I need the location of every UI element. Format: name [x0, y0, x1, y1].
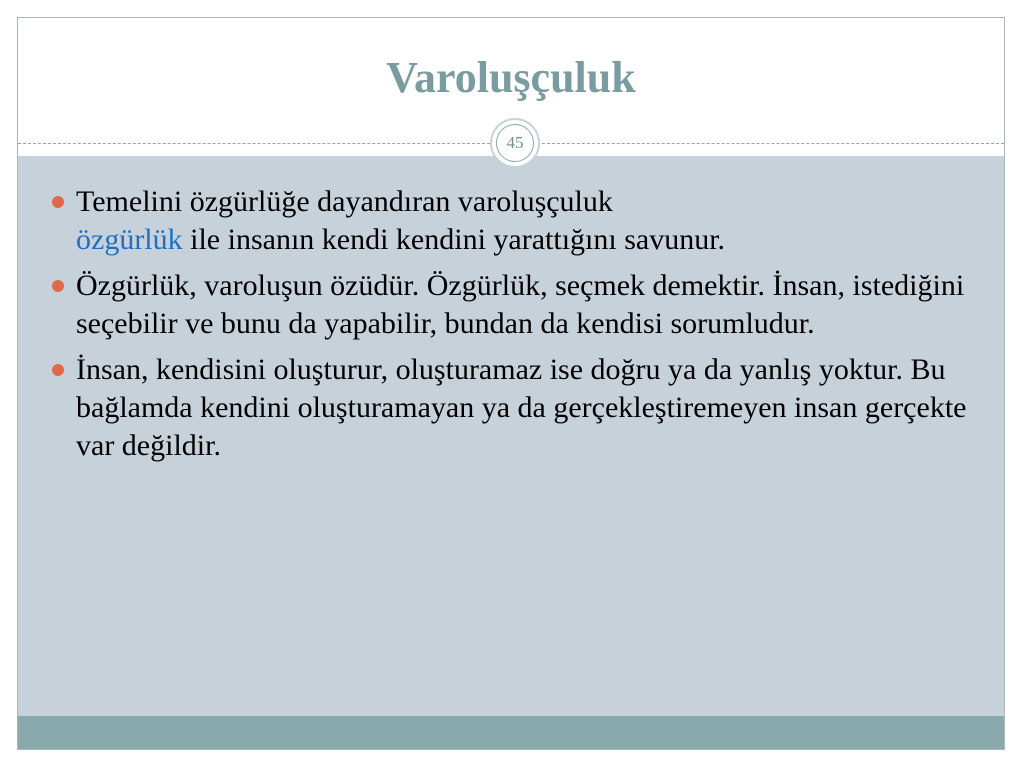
page-number-badge: [490, 118, 540, 168]
bullet-dot-icon: [52, 364, 64, 376]
bullet-item: [52, 267, 972, 343]
bullet-item: [52, 183, 972, 259]
slide-title: Varoluşçuluk: [386, 53, 636, 102]
bullet-list: [52, 183, 972, 473]
bullet-item: [52, 351, 972, 465]
bullet-text: İnsan, kendisini oluşturur, oluşturamaz ise doğru ya da yanlış yoktur. Bu bağlamda kendini oluşturamayan ya da gerçekleştiremeyen insan gerçekte var değildir.: [76, 353, 967, 462]
bullet-dot-icon: [52, 196, 64, 208]
slide: [17, 17, 1005, 750]
page-number: 45: [496, 124, 534, 162]
bullet-dot-icon: [52, 280, 64, 292]
footer-band: [18, 716, 1004, 750]
bullet-text: Temelini özgürlüğe dayandıran varoluşçuluk: [76, 185, 613, 218]
bullet-text: ile insanın kendi kendini yarattığını savunur.: [182, 223, 726, 256]
bullet-text: Özgürlük, varoluşun özüdür. Özgürlük, seçmek demektir. İnsan, istediğini seçebilir ve bunu da yapabilir, bundan da kendisi sorumludur.: [76, 269, 965, 340]
highlighted-word: özgürlük: [76, 223, 183, 256]
